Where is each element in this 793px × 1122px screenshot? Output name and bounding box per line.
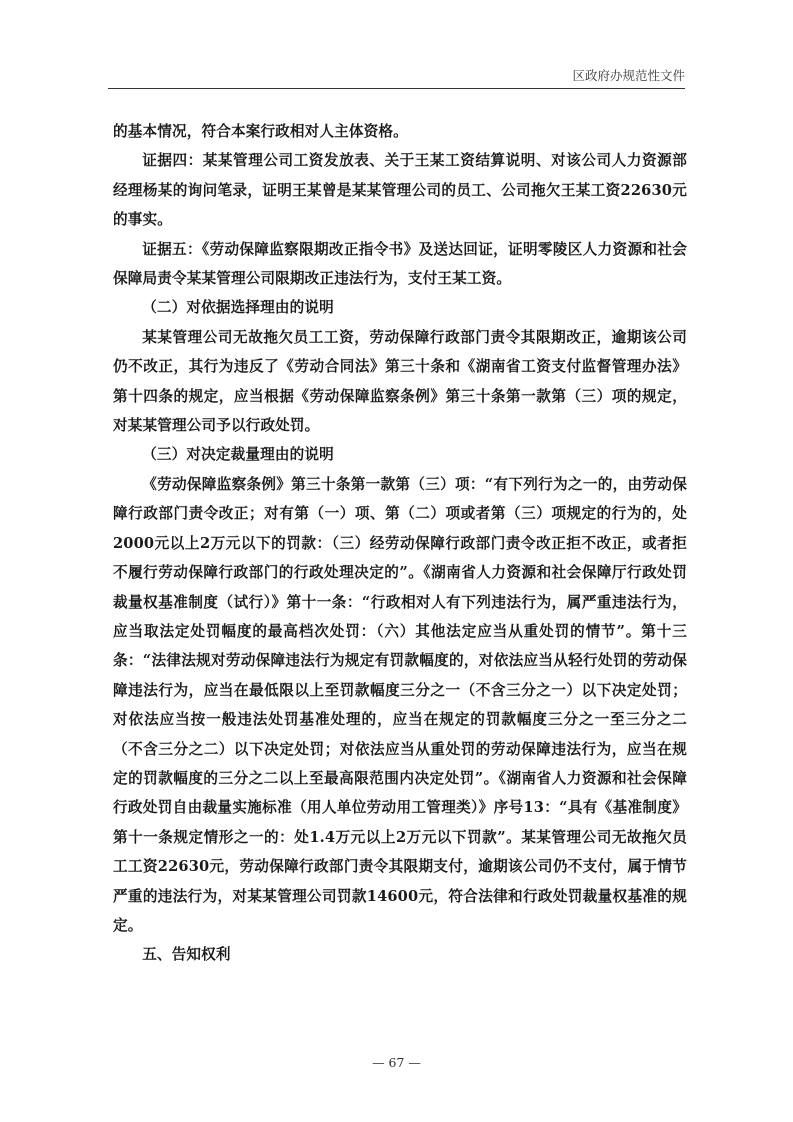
section-heading-discretion: （三）对决定裁量理由的说明	[142, 446, 334, 464]
document-body	[113, 117, 687, 970]
paragraph-continuation: 的基本情况，符合本案行政相对人主体资格。	[113, 123, 408, 140]
header-title: 区政府办规范性文件	[572, 68, 685, 83]
paragraph-discretion: 《劳动保障监察条例》第三十条第一款第（三）项：“有下列行为之一的，由劳动保障行政部门责令改正；对有第（一）项、第（二）项或者第（三）项规定的行为的，处2000元以上2万元以下的罚款：（三）经劳动保障行政部门责令改正拒不改正，或者拒不履行劳动保障行政部门的行政处理决定的”。《湖南省人力资源和社会保障厅行政处罚裁量权基准制度（试行）》第十一条：“行政相对人有下列违法行为，属严重违法行为，应当取法定处罚幅度的最高档次处罚：（六）其他法定应当从重处罚的情节”。第十三条：“法律法规对劳动保障违法行为规定有罚款幅度的，对依法应当从轻行处罚的劳动保障违法行为，应当在最低限以上至罚款幅度三分之一（不含三分之一）以下决定处罚；对依法应当按一般违法处罚基准处理的，应当在规定的罚款幅度三分之一至三分之二（不含三分之二）以下决定处罚；对依法应当从重处罚的劳动保障违法行为，应当在规定的罚款幅度的三分之二以上至最高限范围内决定处罚”。《湖南省人力资源和社会保障行政处罚自由裁量实施标准（用人单位劳动用工管理类）》序号13：“具有《基准制度》第十一条规定情形之一的：处1.4万元以上2万元以下罚款”。某某管理公司无故拖欠员工工资22630元，劳动保障行政部门责令其限期支付，逾期该公司仍不支付，属于情节严重的违法行为，对某某管理公司罚款14600元，符合法律和行政处罚裁量权基准的规定。	[113, 475, 687, 934]
paragraph-evidence-5: 证据五：《劳动保障监察限期改正指令书》及送达回证，证明零陵区人力资源和社会保障局责令某某管理公司限期改正违法行为，支付王某工资。	[113, 240, 687, 288]
section-heading-basis: （二）对依据选择理由的说明	[142, 299, 334, 317]
paragraph-evidence-4: 证据四：某某管理公司工资发放表、关于王某工资结算说明、对该公司人力资源部经理杨某的询问笔录，证明王某曾是某某管理公司的员工、公司拖欠王某工资22630元的事实。	[113, 152, 687, 229]
section-heading-rights: 五、告知权利	[142, 946, 231, 964]
page-footer	[0, 1055, 793, 1070]
page-number: — 67 —	[372, 1055, 421, 1070]
page-header	[108, 64, 685, 89]
paragraph-basis: 某某管理公司无故拖欠员工工资，劳动保障行政部门责令其限期改正，逾期该公司仍不改正，其行为违反了《劳动合同法》第三十条和《湖南省工资支付监督管理办法》第十四条的规定，应当根据《劳动保障监察条例》第三十条第一款第（三）项的规定，对某某管理公司予以行政处罚。	[113, 328, 687, 435]
